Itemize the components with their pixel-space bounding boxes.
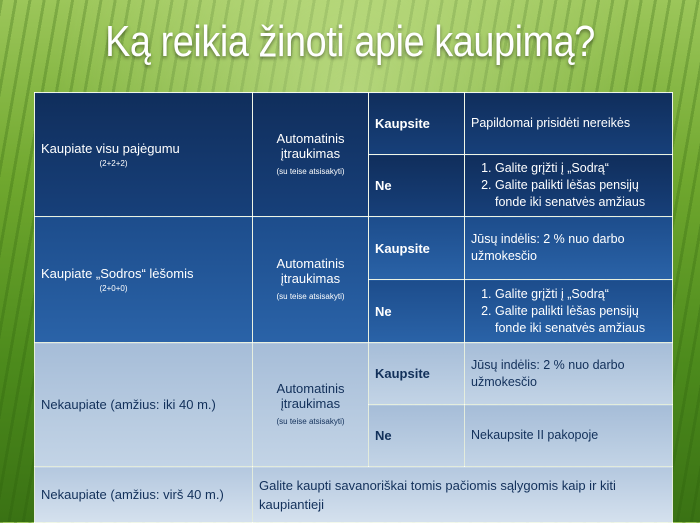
enrollment-sub: (su teise atsisakyti) [276, 291, 345, 301]
row-label: Kaupiate „Sodros“ lėšomis [41, 266, 194, 281]
enrollment-sub: (su teise atsisakyti) [276, 416, 345, 426]
row-label-cell [35, 93, 253, 217]
pension-info-table [34, 92, 673, 523]
choice-yes: Kaupsite [369, 217, 465, 280]
list-item: 1. Galite grįžti į „Sodrą“ [495, 286, 666, 303]
enrollment-sub: (su teise atsisakyti) [276, 166, 345, 176]
choice-no: Ne [369, 155, 465, 217]
outcome-no [465, 155, 673, 217]
row-label: Kaupiate visu pajėgumu [41, 141, 180, 156]
outcome-list [471, 160, 666, 211]
table-row [35, 217, 673, 280]
enrollment-cell [253, 217, 369, 343]
outcome-no: Nekaupsite II pakopoje [465, 405, 673, 467]
choice-yes: Kaupsite [369, 93, 465, 155]
enrollment-label: Automatinis įtraukimas [276, 255, 345, 286]
row-label-cell [35, 343, 253, 467]
outcome-yes: Papildomai prisidėti nereikės [465, 93, 673, 155]
outcome-yes: Jūsų indėlis: 2 % nuo darbo užmokesčio [465, 217, 673, 280]
row-label: Nekaupiate (amžius: iki 40 m.) [41, 397, 216, 412]
row-label-cell [35, 217, 253, 343]
list-item: 1. Galite grįžti į „Sodrą“ [495, 160, 666, 177]
enrollment-label: Automatinis įtraukimas [276, 380, 345, 411]
row-label: Nekaupiate (amžius: virš 40 m.) [41, 487, 224, 502]
choice-yes: Kaupsite [369, 343, 465, 405]
slide-title: Ką reikia žinoti apie kaupimą? [105, 17, 595, 66]
choice-no: Ne [369, 405, 465, 467]
table-row [35, 467, 673, 523]
voluntary-note: Galite kaupti savanoriškai tomis pačiomis sąlygomis kaip ir kiti kaupiantieji [253, 467, 673, 523]
enrollment-label: Automatinis įtraukimas [276, 130, 345, 161]
table-row [35, 93, 673, 155]
outcome-yes: Jūsų indėlis: 2 % nuo darbo užmokesčio [465, 343, 673, 405]
row-label-sub: (2+2+2) [99, 159, 128, 168]
row-label-cell [35, 467, 253, 523]
outcome-list [471, 286, 666, 337]
row-label-sub: (2+0+0) [99, 284, 128, 293]
enrollment-cell [253, 93, 369, 217]
enrollment-cell [253, 343, 369, 467]
list-item: 2. Galite palikti lėšas pensijų fonde iki senatvės amžiaus [495, 177, 666, 211]
table-row [35, 343, 673, 405]
choice-no: Ne [369, 280, 465, 343]
list-item: 2. Galite palikti lėšas pensijų fonde iki senatvės amžiaus [495, 303, 666, 337]
outcome-no [465, 280, 673, 343]
